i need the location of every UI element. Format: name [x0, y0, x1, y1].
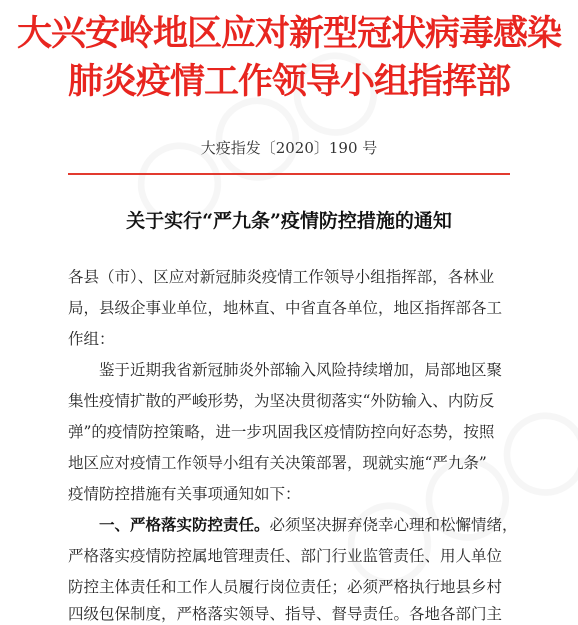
paragraph-line: 鉴于近期我省新冠肺炎外部输入风险持续增加，局部地区聚	[99, 361, 503, 379]
issuer-header-line-2: 肺炎疫情工作领导小组指挥部	[67, 62, 510, 102]
red-divider-rule	[68, 173, 510, 175]
section-line: 严格落实疫情防控属地管理责任、部门行业监管责任、用人单位	[68, 547, 503, 565]
paragraph-line: 弹”的疫情防控策略，进一步巩固我区疫情防控向好态势，按照	[68, 423, 495, 441]
issuer-header-line-1: 大兴安岭地区应对新型冠状病毒感染	[16, 14, 561, 54]
salutation-line: 各县（市）、区应对新冠肺炎疫情工作领导小组指挥部，各林业	[68, 268, 495, 286]
paragraph-line: 地区应对疫情工作领导小组有关决策部署，现就实施“严九条”	[68, 454, 487, 472]
salutation-line: 作组：	[68, 330, 115, 348]
section-text: 必须坚决摒弃侥幸心理和松懈情绪，	[269, 516, 518, 534]
section-heading: 一、严格落实防控责任。	[99, 515, 270, 534]
paragraph-line: 集性疫情扩散的严峻形势，为坚决贯彻落实“外防输入、内防反	[68, 392, 495, 410]
paragraph-line: 疫情防控措施有关事项通知如下：	[68, 485, 301, 503]
document-title: 关于实行“严九条”疫情防控措施的通知	[126, 210, 452, 232]
document-number: 大疫指发〔2020〕190 号	[200, 139, 378, 157]
salutation-line: 局，县级企事业单位，地林直、中省直各单位，地区指挥部各工	[68, 299, 503, 317]
section-line: 防控主体责任和工作人员履行岗位责任；必须严格执行地县乡村	[68, 578, 503, 596]
section-first-line	[99, 514, 518, 536]
section-line: 四级包保制度，严格落实领导、指导、督导责任。各地各部门主	[68, 605, 503, 623]
